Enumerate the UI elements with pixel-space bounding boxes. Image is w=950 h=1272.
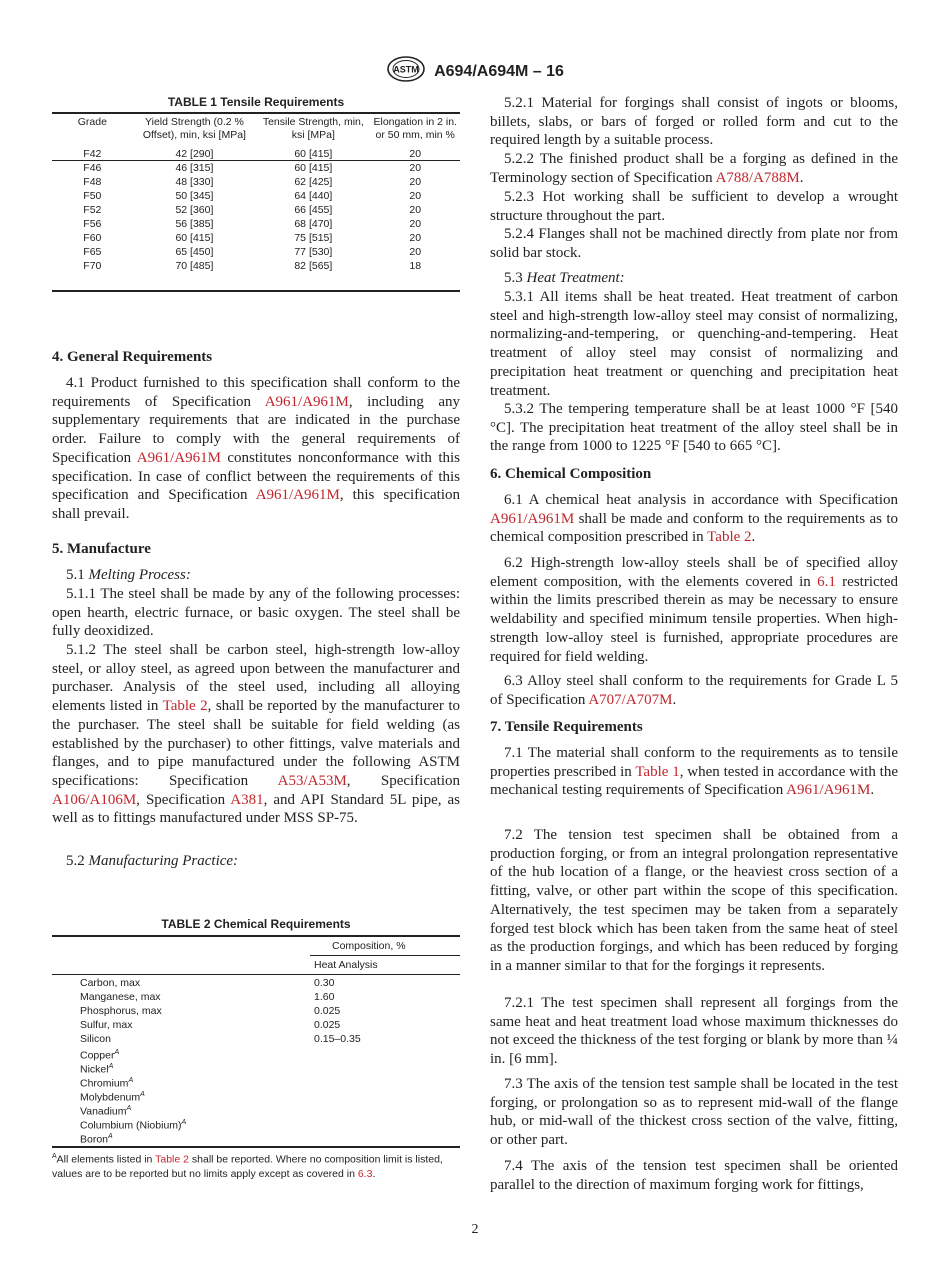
para-5-2-2: 5.2.2 The finished product shall be a forging as defined in the Terminology section of Specification A788/A788M. bbox=[490, 151, 898, 186]
section-5-heading: 5. Manufacture bbox=[52, 541, 151, 557]
table1-cell: 20 bbox=[409, 162, 422, 174]
para-5-2-3: 5.2.3 Hot working shall be sufficient to develop a wrought structure throughout the part. bbox=[490, 189, 898, 224]
astm-logo-icon bbox=[386, 56, 426, 87]
table1-cell: F65 bbox=[83, 246, 102, 258]
link-a961[interactable]: A961/A961M bbox=[255, 487, 340, 504]
table1-cell: 60 [415] bbox=[294, 148, 333, 160]
table2-element-value: 0.025 bbox=[314, 1005, 341, 1017]
table1-cell: F70 bbox=[83, 260, 102, 272]
link-a106[interactable]: A106/A106M bbox=[52, 791, 137, 808]
table1-cell: 52 [360] bbox=[175, 204, 214, 216]
table1-row bbox=[52, 175, 460, 189]
table2-element-value: 1.60 bbox=[314, 991, 335, 1003]
page-number: 2 bbox=[471, 1222, 479, 1237]
table1-row bbox=[52, 203, 460, 217]
table2-header-rule bbox=[52, 974, 460, 975]
table1-cell: 60 [415] bbox=[294, 162, 333, 174]
table1-cell: 60 [415] bbox=[175, 232, 214, 244]
table1-cell: 18 bbox=[409, 260, 422, 272]
table1-cell: 56 [385] bbox=[175, 218, 214, 230]
para-7-1: 7.1 The material shall conform to the requirements as to tensile properties prescribed in Table 1, when tested in accordance with the mechanical testing requirements of Specification A961/A961M. bbox=[490, 745, 898, 799]
section-4-heading: 4. General Requirements bbox=[52, 349, 213, 365]
table1-bottom-rule bbox=[52, 290, 460, 292]
table2-element-label: Molybdenum$^A$ bbox=[80, 1091, 145, 1104]
table1-cell: F52 bbox=[83, 204, 102, 216]
link-table-2[interactable]: Table 2 bbox=[707, 529, 752, 546]
table1-cell: 62 [425] bbox=[294, 176, 333, 188]
table1-col-yield: Yield Strength (0.2 % Offset), min, ksi [MPa] bbox=[142, 116, 246, 141]
para-5-1: 5.1 Melting Process: bbox=[66, 567, 191, 583]
link-a53[interactable]: A53/A53M bbox=[277, 772, 347, 789]
table1-caption: TABLE 1 Tensile Requirements bbox=[167, 95, 345, 109]
link-6-1[interactable]: 6.1 bbox=[817, 573, 836, 590]
table2-element-value: 0.30 bbox=[314, 977, 335, 989]
table1-cell: 20 bbox=[409, 204, 422, 216]
table2-element-label: Silicon bbox=[80, 1033, 111, 1045]
table2-caption: TABLE 2 Chemical Requirements bbox=[161, 917, 351, 931]
table1-cell: 65 [450] bbox=[175, 246, 214, 258]
para-5-1-2: 5.1.2 The steel shall be carbon steel, high-strength low-alloy steel, or alloy steel, as agreed upon between the manufacturer and purchaser. Analysis of the steel used, including all alloying elements listed in Table 2, shall be reported by the manufacturer to the purchaser. The steel shall be suitable for field welding (as established by the purchaser) to other fittings, valve materials and flanges, and to pipe manufactured under the following ASTM specifications: Specification A53/A53M, Specification A106/A106M, Specification A381, and API Standard 5L pipe, as well as to fittings manufactured under MSS SP-75. bbox=[52, 642, 461, 827]
link-a961[interactable]: A961/A961M bbox=[490, 510, 575, 527]
table2-element-label: Copper$^A$ bbox=[80, 1049, 120, 1062]
table2-element-label: Vanadium$^A$ bbox=[80, 1105, 132, 1118]
table2-element-value: 0.15–0.35 bbox=[314, 1033, 361, 1045]
link-table-2[interactable]: Table 2 bbox=[162, 698, 208, 715]
link-table-1[interactable]: Table 1 bbox=[635, 763, 680, 780]
table1-header-row bbox=[52, 114, 460, 144]
para-5-2-1: 5.2.1 Material for forgings shall consist of ingots or blooms, billets, slabs, or bars of forged or rolled form and cut to the required length by a suitable process. bbox=[490, 95, 898, 149]
table1-row bbox=[52, 217, 460, 231]
para-5-3-2: 5.3.2 The tempering temperature shall be at least 1000 °F [540 °C]. The precipitation heat treatment of the alloy steel shall be in the range from 1000 to 1225 °F [540 to 665 °C]. bbox=[490, 401, 898, 455]
table2-element-label: Phosphorus, max bbox=[80, 1005, 162, 1017]
para-7-3: 7.3 The axis of the tension test sample shall be located in the test forging, or prolongation so as to represent mid-wall of the flange hub, or mid-wall of the thickest cross section of the valve, fitting, or other part. bbox=[490, 1076, 898, 1149]
table1-cell: 46 [315] bbox=[175, 162, 214, 174]
page-header bbox=[0, 56, 950, 87]
table1-cell: 20 bbox=[409, 232, 422, 244]
table2-element-label: Boron$^A$ bbox=[80, 1133, 113, 1146]
table2-sub-header: Heat Analysis bbox=[314, 959, 378, 971]
para-7-2: 7.2 The tension test specimen shall be obtained from a production forging, or from an integral prolongation representative of the hub location of a flange, or the heaviest cross section of a fitting, valve, or other part within the scope of this specification. Alternatively, the test specimen may be taken from a separately forged test block which has been taken from the same heat of steel as the production forgings, and which has been reduced by forging in a manner similar to that for the forgings it represents. bbox=[490, 827, 898, 974]
table1-cell: 20 bbox=[409, 176, 422, 188]
table2-footnote: $^A$All elements listed in Table 2 shall be reported. Where no composition limit is listed, values are to be reported but no limits apply except as covered in 6.3. bbox=[52, 1153, 443, 1180]
para-5-1-1: 5.1.1 The steel shall be made by any of the following processes: open hearth, electric furnace, or basic oxygen. The steel shall be fully deoxidized. bbox=[52, 586, 460, 640]
table1-cell: 20 bbox=[409, 246, 422, 258]
table1-cell: F60 bbox=[83, 232, 102, 244]
link-a961[interactable]: A961/A961M bbox=[264, 393, 349, 410]
table1-cell: 82 [565] bbox=[294, 260, 333, 272]
para-5-2: 5.2 Manufacturing Practice: bbox=[66, 853, 239, 869]
table2-element-label: Carbon, max bbox=[80, 977, 141, 989]
para-5-2-4: 5.2.4 Flanges shall not be machined directly from plate nor from solid bar stock. bbox=[490, 226, 898, 261]
table1-col-tensile: Tensile Strength, min, ksi [MPa] bbox=[262, 116, 364, 141]
table1-cell: 77 [530] bbox=[294, 246, 333, 258]
table1-cell: F42 bbox=[83, 148, 102, 160]
table1-col-elongation: Elongation in 2 in. or 50 mm, min % bbox=[373, 116, 457, 141]
standard-designation: A694/A694M – 16 bbox=[434, 62, 564, 80]
para-7-2-1: 7.2.1 The test specimen shall represent all forgings from the same heat and heat treatment load whose maximum thicknesses do not exceed the thickness of the test forging or blank by more than ¼ in. [6 mm]. bbox=[490, 995, 898, 1068]
table1-cell: F50 bbox=[83, 190, 102, 202]
table2-element-label: Nickel$^A$ bbox=[80, 1063, 114, 1076]
table1-col-grade: Grade bbox=[77, 116, 107, 128]
table2-bottom-rule bbox=[52, 1146, 460, 1148]
link-a707[interactable]: A707/A707M bbox=[588, 691, 673, 708]
table1-cell: 48 [330] bbox=[175, 176, 214, 188]
table2-element-label: Columbium (Niobium)$^A$ bbox=[80, 1119, 187, 1132]
link-6-3[interactable]: 6.3 bbox=[357, 1167, 373, 1180]
para-6-2: 6.2 High-strength low-alloy steels shall be of specified alloy element composition, with the elements covered in 6.1 restricted within the limits prescribed therein as may be necessary to ensure weldability and specified minimum tensile properties. When high-strength low-alloy steel is furnished, appropriate procedures are required for field welding. bbox=[490, 555, 898, 665]
table1-cell: 64 [440] bbox=[294, 190, 333, 202]
table2-group-header: Composition, % bbox=[332, 940, 406, 952]
table1-cell: 42 [290] bbox=[175, 148, 214, 160]
table1-row bbox=[52, 259, 460, 273]
table1-row bbox=[52, 189, 460, 203]
link-table-2[interactable]: Table 2 bbox=[155, 1153, 189, 1166]
table1-cell: 68 [470] bbox=[294, 218, 333, 230]
link-a788[interactable]: A788/A788M bbox=[715, 169, 800, 186]
table2-group-rule bbox=[310, 955, 460, 956]
link-a381[interactable]: A381 bbox=[230, 791, 264, 808]
table1-cell: F56 bbox=[83, 218, 102, 230]
link-a961[interactable]: A961/A961M bbox=[786, 782, 871, 799]
section-7-heading: 7. Tensile Requirements bbox=[490, 719, 643, 735]
table1-cell: 70 [485] bbox=[175, 260, 214, 272]
table2-element-value: 0.025 bbox=[314, 1019, 341, 1031]
section-6-heading: 6. Chemical Composition bbox=[490, 466, 652, 482]
table1-cell: 20 bbox=[409, 190, 422, 202]
table1-cell: 50 [345] bbox=[175, 190, 214, 202]
para-5-3: 5.3 Heat Treatment: bbox=[504, 270, 625, 286]
table2-element-label: Manganese, max bbox=[80, 991, 161, 1003]
table2-top-rule bbox=[52, 935, 460, 937]
para-6-3: 6.3 Alloy steel shall conform to the requirements for Grade L 5 of Specification A707/A707M. bbox=[490, 673, 898, 708]
table1-header-rule bbox=[52, 160, 460, 161]
para-4-1: 4.1 Product furnished to this specification shall conform to the requirements of Specification A961/A961M, including any supplementary requirements that are indicated in the purchase order. Failure to comply with the general requirements of Specification A961/A961M constitutes nonconformance with this specification. In case of conflict between the requirements of this specification and Specification A961/A961M, this specification shall prevail. bbox=[52, 375, 461, 522]
para-7-4: 7.4 The axis of the tension test specimen shall be oriented parallel to the direction of maximum forging work for fittings, bbox=[490, 1158, 898, 1193]
table2-element-label: Chromium$^A$ bbox=[80, 1077, 134, 1090]
table1-cell: F46 bbox=[83, 162, 102, 174]
table1-cell: 20 bbox=[409, 148, 422, 160]
table1-cell: 75 [515] bbox=[294, 232, 333, 244]
table1-row bbox=[52, 161, 460, 175]
link-a961[interactable]: A961/A961M bbox=[136, 449, 221, 466]
table1-row bbox=[52, 245, 460, 259]
table1-row bbox=[52, 231, 460, 245]
table2-element-label: Sulfur, max bbox=[80, 1019, 133, 1031]
table1-row bbox=[52, 144, 460, 161]
svg-text:ASTM: ASTM bbox=[393, 64, 419, 75]
para-6-1: 6.1 A chemical heat analysis in accordance with Specification A961/A961M shall be made and conform to the requirements as to chemical composition prescribed in Table 2. bbox=[490, 492, 898, 546]
para-5-3-1: 5.3.1 All items shall be heat treated. Heat treatment of carbon steel and high-strength low-alloy steel may consist of normalizing, normalizing-and-tempering, or quenching-and-tempering. Heat treatment of alloy steel may consist of normalizing and precipitation heat treatment or quenching and precipitation heat treatment. bbox=[490, 289, 898, 399]
table1-cell: 20 bbox=[409, 218, 422, 230]
table1-cell: 66 [455] bbox=[294, 204, 333, 216]
table1-cell: F48 bbox=[83, 176, 102, 188]
table1 bbox=[52, 114, 460, 273]
